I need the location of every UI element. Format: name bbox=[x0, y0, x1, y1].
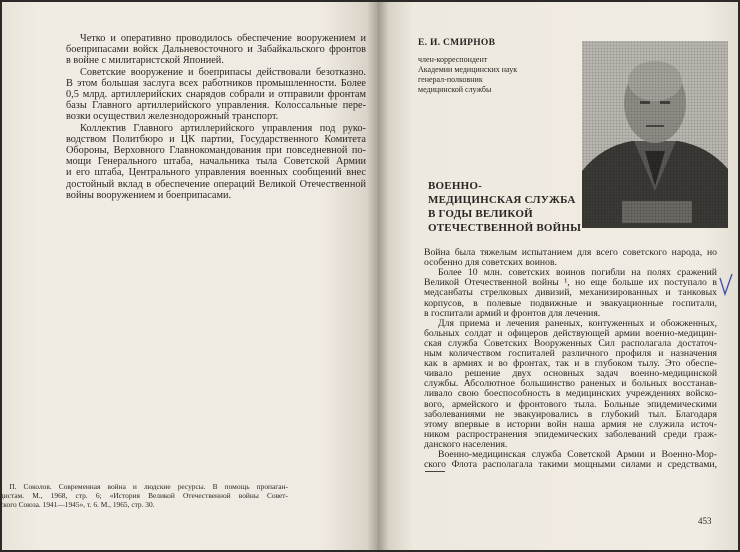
text-line: мощи Генерального штаба, начальника тыла Советской Армии bbox=[66, 156, 366, 168]
author-credential: член-корреспондент bbox=[418, 55, 488, 64]
portrait-icon bbox=[582, 41, 728, 228]
text-line: Война была тяжелым испытанием для всего советского народа, но bbox=[424, 247, 717, 258]
text-line: водством Политбюро и ЦК партии, Государственного Комитета bbox=[66, 133, 366, 145]
text-line: в госпитали армий и фронтов для лечения. bbox=[424, 307, 601, 319]
author-portrait-photo bbox=[582, 41, 728, 228]
author-credential: генерал-полковник bbox=[418, 75, 483, 84]
text-line: медсанбаты стрелковых дивизий, механизированных и танковых bbox=[424, 287, 717, 299]
article-title-line: ВОЕННО- bbox=[428, 180, 482, 192]
text-line: Военно-медицинская служба Советской Армии и Военно-Мор- bbox=[438, 449, 717, 460]
text-line: В этом большая заслуга всех работников промышленности. Более bbox=[66, 77, 366, 89]
article-title-line: МЕДИЦИНСКАЯ СЛУЖБА bbox=[428, 194, 576, 206]
text-line: Великой Отечественной войны ¹, но еще больше их поступало в bbox=[424, 277, 717, 289]
text-line: заболеваниями не эвакуировались в глубокий тыл. Благодаря bbox=[424, 408, 717, 420]
text-line: ского Флота располагала такими мощными силами и средствами, bbox=[424, 459, 717, 471]
text-line: 0,5 млрд. артиллерийских снарядов собрали и отправили фронтам bbox=[66, 89, 366, 100]
article-title-line: ОТЕЧЕСТВЕННОЙ ВОЙНЫ bbox=[428, 222, 582, 234]
text-line: ником распространения эпидемических заболеваний среди граж- bbox=[424, 428, 717, 440]
text-line: больных солдат и офицеров действующей армии военно-медицин- bbox=[424, 327, 717, 339]
text-line: Коллектив Главного артиллерийского управления под руко- bbox=[80, 122, 366, 134]
article-title-line: В ГОДЫ ВЕЛИКОЙ bbox=[428, 208, 533, 220]
author-credential: медицинской службы bbox=[418, 85, 492, 94]
text-line: дистам. М., 1968, стр. 6; «История Великой Отечественной войны Совет- bbox=[0, 491, 288, 500]
text-line: ливало свою боеспособность в медицинских учреждениях войско- bbox=[424, 388, 717, 400]
text-line: Советские вооружение и боеприпасы действовали безотказно. bbox=[80, 66, 366, 78]
text-line: корпусов, в полевые подвижные и эвакуационные госпитали, bbox=[424, 297, 717, 309]
text-line: базы Главного артиллерийского управления. Колоссальные пере- bbox=[66, 100, 366, 112]
text-line: вого, армейского и фронтового тыла. Больные эпидемическими bbox=[424, 398, 717, 410]
text-line: достойный вклад в обеспечение операций Великой Отечественной bbox=[66, 178, 366, 190]
text-line: Более 10 млн. советских воинов погибли на полях сражений bbox=[438, 267, 717, 279]
text-line: как в армиях и во фронтах, так и в глубоком тылу. Это обеспе- bbox=[424, 358, 717, 370]
article-author: Е. И. СМИРНОВ bbox=[418, 38, 496, 48]
text-line: службы. Абсолютное большинство раненых и больных восстанав- bbox=[424, 378, 717, 390]
text-line: ным количеством госпиталей различного профиля и назначения bbox=[424, 348, 717, 359]
author-credential: Академии медицинских наук bbox=[418, 65, 518, 74]
pen-check-mark-icon bbox=[718, 272, 734, 298]
text-line: ского Союза. 1941—1945», т. 6. М., 1965, стр. 30. bbox=[0, 500, 155, 509]
text-line: Четко и оперативно проводилось обеспечение вооружением и bbox=[80, 33, 366, 44]
page-number: 453 bbox=[698, 516, 712, 526]
text-line: войны вооружением и боеприпасами. bbox=[66, 189, 232, 201]
text-line: чивало решение двух основных задач военно-медицинской bbox=[424, 368, 717, 380]
text-line: и его штаба, Центрального управления военных сообщений внес bbox=[66, 167, 366, 179]
text-line: данского населения. bbox=[424, 438, 508, 450]
text-line: ¹ П. Соколов. Современная война и людские ресурсы. В помощь пропаган- bbox=[0, 482, 288, 491]
text-line: особенно для советских воинов. bbox=[424, 257, 557, 269]
text-line: Для приема и лечения раненых, контуженных и обожженных, bbox=[438, 317, 717, 329]
text-line: возки осуществил железнодорожный транспорт. bbox=[66, 111, 279, 123]
text-line: Обороны, Верховного Главнокомандования при повседневной по- bbox=[66, 145, 366, 156]
text-line: в войне с милитаристской Японией. bbox=[66, 55, 224, 67]
footnote-divider bbox=[425, 471, 445, 472]
text-line: ская служба Советских Вооруженных Сил располагала достаточ- bbox=[424, 337, 717, 349]
text-line: этому впервые в истории войн наша армия не служила источ- bbox=[424, 418, 717, 430]
text-line: боеприпасами войск Дальневосточного и Забайкальского фронтов bbox=[66, 44, 366, 56]
